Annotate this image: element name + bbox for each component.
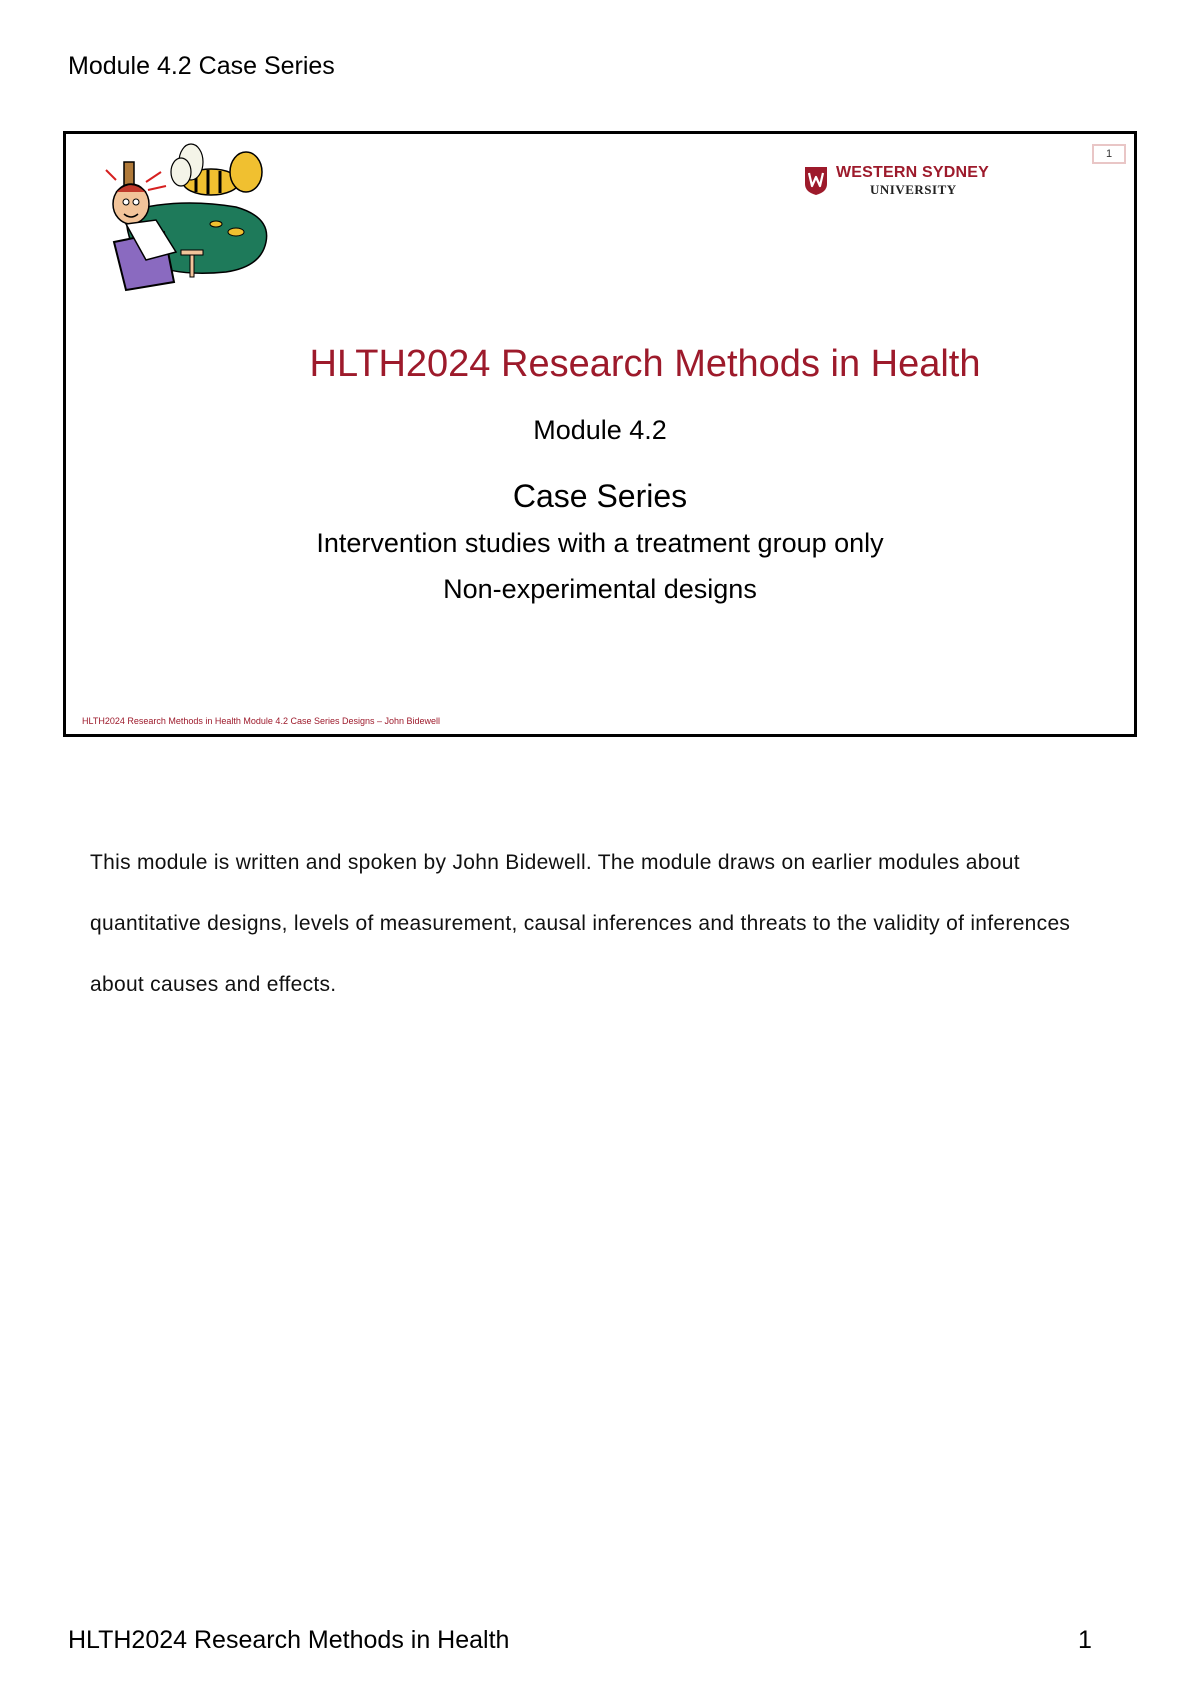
logo-subtitle: UNIVERSITY bbox=[870, 182, 957, 197]
university-shield-icon bbox=[804, 166, 828, 196]
slide-thumbnail bbox=[63, 131, 1137, 737]
slide-module: Module 4.2 bbox=[533, 415, 667, 445]
slide-footer: HLTH2024 Research Methods in Health Module 4.2 Case Series Designs – John Bidewell bbox=[82, 716, 441, 726]
wasp-clipart-image bbox=[86, 142, 276, 294]
slide-subtitle-line2: Non-experimental designs bbox=[443, 574, 757, 604]
slide-topic: Case Series bbox=[512, 478, 688, 514]
page-header-title: Module 4.2 Case Series bbox=[68, 52, 335, 80]
speaker-notes: This module is written and spoken by John Bidewell. The module draws on earlier modules about quantitative designs, levels of measurement, causal inferences and threats to the validity of inferences about causes and effects. bbox=[90, 851, 1071, 996]
university-logo bbox=[804, 164, 1014, 204]
logo-name: WESTERN SYDNEY bbox=[836, 164, 990, 181]
slide-number: 1 bbox=[1092, 144, 1126, 164]
page-footer-course: HLTH2024 Research Methods in Health bbox=[68, 1626, 510, 1654]
slide-subtitle-line1: Intervention studies with a treatment group only bbox=[316, 528, 884, 558]
slide-title: HLTH2024 Research Methods in Health bbox=[309, 343, 981, 385]
page-number: 1 bbox=[1078, 1626, 1092, 1654]
